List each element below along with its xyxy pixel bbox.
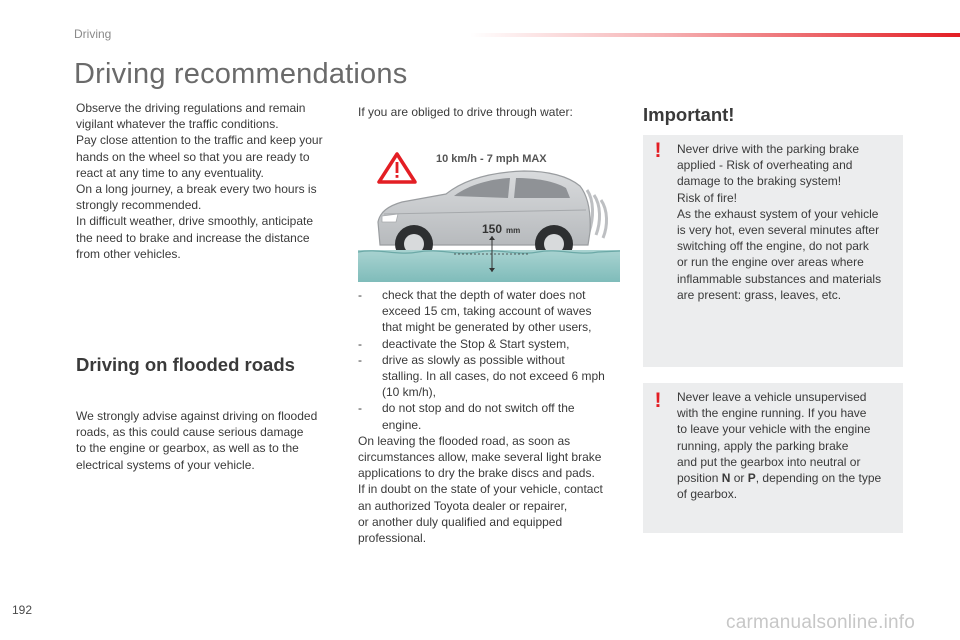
watermark: carmanualsonline.info [726,612,916,633]
intro-column [76,100,332,262]
text-line: In difficult weather, drive smoothly, anticipate [76,214,314,229]
water-instructions [358,287,623,546]
text-line: strongly recommended. [76,198,202,213]
text-line: from other vehicles. [76,246,181,261]
gear-position-p: P [747,471,756,486]
flooded-road-illustration [358,140,620,282]
page-number: 192 [12,603,33,617]
gear-position-n: N [721,471,731,486]
text-line: vigilant whatever the traffic conditions. [76,117,279,132]
text-line: check that the depth of water does not [382,288,586,302]
after-flood-paragraph [358,433,623,546]
text-fragment: position [677,471,722,486]
list-dash: - [358,336,362,351]
text-fragment: or [730,471,748,486]
depth-value: 150 [482,222,503,236]
list-item [358,352,623,401]
text-line: or another duly qualified and equipped [358,514,563,529]
text-line: circumstances allow, make several light brake [358,450,602,465]
text-line [677,470,895,486]
text-fragment: , depending on the type [755,471,882,486]
text-line: or run the engine over areas where [677,255,864,270]
warning-box-parking-brake [643,135,903,367]
text-line: with the engine running. If you have [677,406,867,421]
water-intro-text: If you are obliged to drive through water: [358,105,573,119]
header-accent-bar [470,33,960,37]
text-line: inflammable substances and materials [677,271,882,286]
text-line: Risk of fire! [677,190,738,205]
text-line: running, apply the parking brake [677,438,849,453]
flooded-roads-body [76,408,332,473]
warning-box-engine-running [643,383,903,533]
text-line: that might be generated by other users, [382,320,592,335]
text-line: to leave your vehicle with the engine [677,422,871,437]
text-line: If in doubt on the state of your vehicle, contact [358,482,603,497]
text-line: switching off the engine, do not park [677,239,869,254]
text-line: do not stop and do not switch off the [382,401,575,416]
text-line: roads, as this could cause serious damage [76,425,304,440]
text-line: of gearbox. [677,487,738,502]
text-line: Observe the driving regulations and remain [76,101,306,115]
exclamation-icon: ! [654,139,662,162]
list-dash: - [358,288,362,302]
text-line: We strongly advise against driving on flooded [76,409,318,423]
speed-limit-label: 10 km/h - 7 mph MAX [436,153,547,165]
list-item [358,400,623,432]
page-title: Driving recommendations [74,58,408,90]
text-line: applications to dry the brake discs and pads. [358,466,595,481]
list-item [358,287,623,336]
text-line: Never drive with the parking brake [677,142,860,156]
intro-paragraph [76,100,332,262]
flooded-roads-heading: Driving on flooded roads [76,354,295,375]
text-line: is very hot, even several minutes after [677,223,880,238]
text-line: As the exhaust system of your vehicle [677,206,879,221]
text-line: drive as slowly as possible without [382,352,565,367]
text-line: On a long journey, a break every two hours is [76,182,317,197]
car-in-water-drawing [358,140,620,282]
list-item [358,336,623,352]
text-line: professional. [358,531,427,546]
exclamation-icon: ! [654,389,662,412]
text-line: Never leave a vehicle unsupervised [677,390,867,404]
water-intro [358,104,618,120]
text-line: (10 km/h), [382,385,437,400]
water-surface [358,250,620,282]
text-line: electrical systems of your vehicle. [76,457,255,472]
text-line: exceed 15 cm, taking account of waves [382,304,592,319]
text-line: deactivate the Stop & Start system, [382,336,570,351]
text-line: and put the gearbox into neutral or [677,454,861,469]
text-line: engine. [382,417,422,432]
text-line: damage to the braking system! [677,174,842,189]
list-dash: - [358,352,362,367]
flooded-paragraph [76,408,332,473]
text-line: are present: grass, leaves, etc. [677,287,842,302]
warning-triangle-icon [379,154,415,182]
warning-text [677,141,895,303]
important-heading: Important! [643,104,735,125]
text-line: On leaving the flooded road, as soon as [358,433,571,448]
text-line: to the engine or gearbox, as well as to the [76,441,299,456]
depth-unit: mm [506,226,521,235]
text-line: applied - Risk of overheating and [677,158,853,173]
list-dash: - [358,401,362,416]
car-illustration [378,171,590,263]
text-line: Pay close attention to the traffic and keep your [76,133,323,148]
water-instruction-list [358,287,623,433]
text-line: the need to brake and increase the distance [76,230,310,245]
text-line: hands on the wheel so that you are ready to [76,149,310,164]
text-line: stalling. In all cases, do not exceed 6 mph [382,369,605,384]
section-title: Driving [74,27,112,41]
text-line: react at any time to any eventuality. [76,165,264,180]
warning-text [677,389,895,502]
text-line: an authorized Toyota dealer or repairer, [358,498,568,513]
